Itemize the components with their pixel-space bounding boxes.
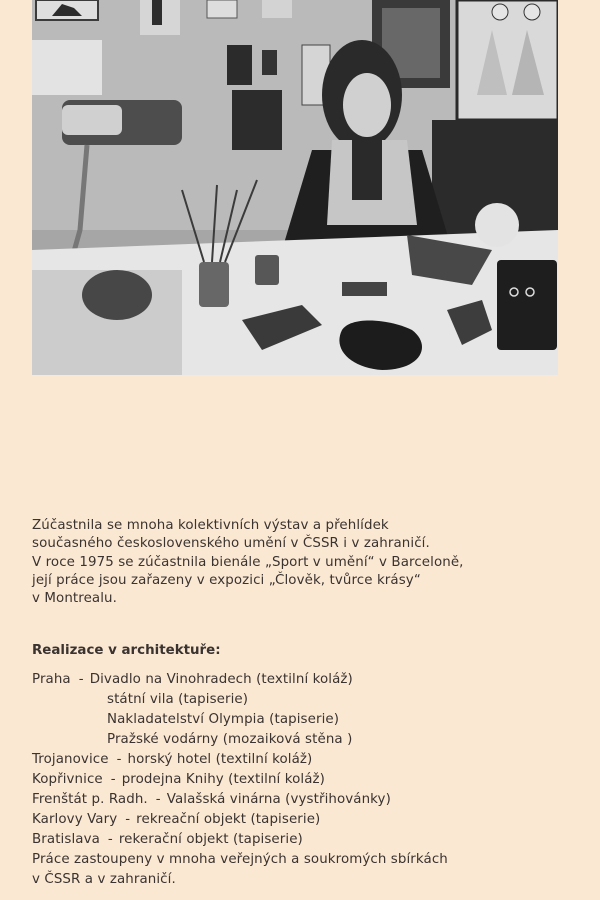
work: státní vila (tapiserie) (107, 692, 249, 707)
place: Bratislava (32, 832, 100, 847)
place: Praha (32, 672, 71, 687)
closing-line: v ČSSR a v zahraničí. (32, 872, 176, 887)
separator: - (125, 812, 131, 827)
intro-line: v Montrealu. (32, 591, 117, 607)
realizations-heading: Realizace v architektuře: (32, 643, 221, 658)
work: horský hotel (textilní koláž) (127, 752, 313, 767)
realizations-list (32, 670, 572, 890)
intro-line: Zúčastnila se mnoha kolektivních výstav a přehlídek (32, 518, 389, 533)
place: Frenštát p. Radh. (32, 792, 148, 807)
list-item (32, 810, 572, 830)
list-item (32, 710, 572, 730)
list-item (32, 770, 572, 790)
intro-line: současného československého umění v ČSSR i v zahraničí. (32, 536, 430, 552)
list-item (32, 750, 572, 770)
artist-studio-photo (32, 0, 558, 375)
work: Pražské vodárny (mozaiková stěna ) (107, 732, 353, 747)
separator: - (110, 772, 116, 787)
intro-line: V roce 1975 se zúčastnila bienále „Sport v umění“ v Barceloně, (32, 554, 464, 570)
work: prodejna Knihy (textilní koláž) (121, 772, 325, 787)
photo-illustration (32, 0, 558, 375)
list-item (32, 830, 572, 850)
separator: - (78, 672, 84, 687)
list-item (32, 790, 572, 810)
work: rekerační objekt (tapiserie) (118, 832, 303, 847)
separator: - (116, 752, 122, 767)
place: Trojanovice (32, 752, 109, 767)
list-item (32, 730, 572, 750)
intro-line: její práce jsou zařazeny v expozici „Člověk, tvůrce krásy“ (32, 572, 421, 588)
list-item (32, 670, 572, 690)
separator: - (107, 832, 113, 847)
work: rekreační objekt (tapiserie) (136, 812, 321, 827)
closing-line: Práce zastoupeny v mnoha veřejných a soukromých sbírkách (32, 852, 448, 867)
place: Kopřivnice (32, 772, 103, 787)
intro-paragraph (32, 517, 572, 608)
work: Nakladatelství Olympia (tapiserie) (107, 712, 340, 727)
work: Divadlo na Vinohradech (textilní koláž) (89, 672, 353, 687)
list-item (32, 690, 572, 710)
separator: - (155, 792, 161, 807)
work: Valašská vinárna (vystřihovánky) (166, 792, 391, 807)
place: Karlovy Vary (32, 812, 118, 827)
